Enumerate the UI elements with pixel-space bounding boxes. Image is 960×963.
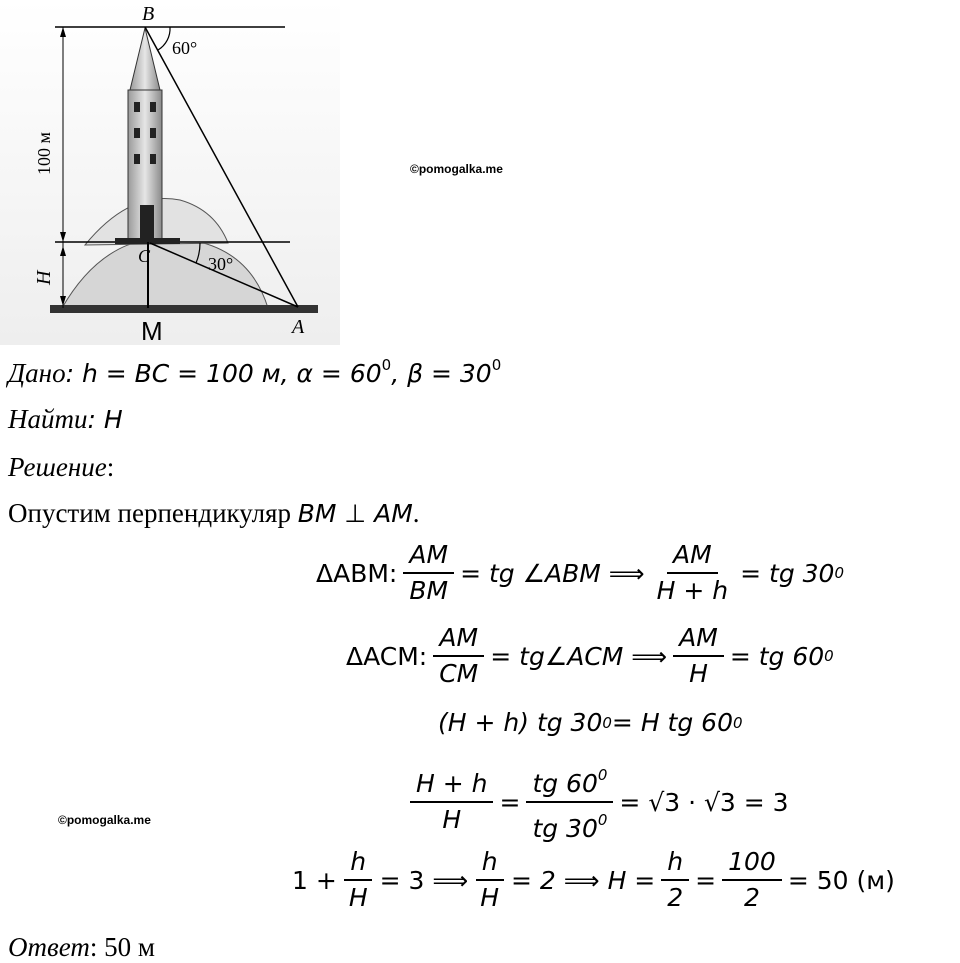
- equation-tan-relation: [438, 708, 743, 737]
- eq2-frac2-den: H: [689, 659, 708, 688]
- label-A: A: [292, 316, 305, 338]
- tower-window: [134, 128, 140, 138]
- eq1-frac2: [651, 540, 734, 606]
- equation-ratio: [404, 760, 789, 844]
- perpendicular-line: [8, 498, 420, 529]
- eq3-sup1: 0: [602, 713, 612, 732]
- eq4-frac2: [526, 760, 613, 844]
- given-sup1: 0: [381, 356, 392, 374]
- solution-line: [8, 452, 114, 483]
- eq4-frac2-num: [526, 760, 613, 803]
- equation-acm: [346, 623, 834, 689]
- eq3-a: (H + h) tg 30: [438, 708, 603, 737]
- eq5-f3: [661, 847, 689, 913]
- eq4-frac1: [410, 769, 493, 835]
- given-label: Дано: [8, 358, 66, 388]
- eq5-f1-den: H: [348, 883, 368, 912]
- eq4-frac2-den-text: tg 30: [532, 814, 598, 843]
- tower-door: [140, 205, 154, 240]
- eq2-sup: 0: [824, 647, 834, 665]
- eq5-f4-den: 2: [744, 883, 760, 912]
- eq5-f1-num: h: [344, 847, 372, 881]
- answer-line: [8, 932, 155, 963]
- perpendicular-text: Опустим перпендикуляр: [8, 498, 298, 528]
- eq2-mid: = tg∠ACM ⟹: [490, 641, 668, 671]
- given-sup2: 0: [491, 356, 502, 374]
- eq2-frac2: [673, 623, 724, 689]
- eq2-frac1-num: AM: [433, 623, 484, 657]
- eq5-f2-num: h: [476, 847, 504, 881]
- angle-label-30: 30°: [208, 254, 234, 274]
- eq1-frac2-num: AM: [667, 540, 718, 574]
- eq4-end: = √3 · √3 = 3: [619, 787, 789, 817]
- given-line: [8, 356, 501, 389]
- tower-window: [134, 102, 140, 112]
- solution-label: Решение: [8, 452, 107, 482]
- find-line: [8, 404, 123, 435]
- solution-colon: :: [106, 452, 115, 482]
- watermark: ©pomogalka.me: [58, 813, 151, 827]
- eq5-e: = 50 (м): [787, 865, 895, 895]
- eq1-end: = tg 30: [740, 558, 835, 588]
- eq5-f2: [474, 847, 505, 913]
- eq5-f4: [722, 847, 782, 913]
- eq1-mid: = tg ∠ABM ⟹: [460, 558, 645, 588]
- eq5-f3-num: h: [661, 847, 689, 881]
- given-text: : h = BC = 100 м, α = 60: [65, 359, 382, 388]
- eq4-frac2-den-sup: 0: [597, 811, 608, 829]
- tower-window: [150, 154, 156, 164]
- height-label: 100 м: [34, 132, 54, 175]
- label-M: M: [141, 316, 163, 345]
- eq2-prefix: ΔACM:: [346, 641, 428, 671]
- eq1-prefix: ΔABM:: [316, 558, 398, 588]
- tower-diagram: [0, 0, 340, 345]
- angle-label-60: 60°: [172, 38, 198, 58]
- eq5-c: = 2 ⟹ H =: [511, 865, 656, 895]
- eq1-frac1: [403, 540, 454, 606]
- eq4-frac2-num-text: tg 60: [532, 769, 598, 798]
- eq1-frac1-num: AM: [403, 540, 454, 574]
- tower-window: [134, 154, 140, 164]
- eq3-b: = H tg 60: [611, 708, 733, 737]
- answer-text: : 50 м: [89, 932, 155, 962]
- label-H: H: [33, 270, 55, 285]
- eq5-d: =: [695, 865, 717, 895]
- label-B: B: [142, 3, 155, 25]
- find-text: : H: [87, 405, 123, 434]
- watermark: ©pomogalka.me: [410, 162, 503, 176]
- eq1-frac1-den: BM: [409, 576, 449, 605]
- eq1-frac2-den: H + h: [656, 576, 729, 605]
- eq3-sup2: 0: [733, 713, 743, 732]
- eq4-frac1-num: H + h: [410, 769, 493, 803]
- eq4-frac2-den: [526, 803, 613, 844]
- perpendicular-end: .: [412, 498, 420, 528]
- eq4-frac2-num-sup: 0: [597, 766, 608, 784]
- tower-window: [150, 102, 156, 112]
- eq5-a: 1 +: [292, 865, 337, 895]
- eq5-f2-den: H: [480, 883, 500, 912]
- eq5-b: = 3 ⟹: [379, 865, 469, 895]
- eq1-sup: 0: [834, 564, 844, 582]
- eq5-f4-num: 100: [722, 847, 782, 881]
- eq2-end: = tg 60: [729, 641, 825, 671]
- eq2-frac1-den: CM: [439, 659, 479, 688]
- eq2-frac2-num: AM: [673, 623, 724, 657]
- given-mid: , β = 30: [391, 359, 492, 388]
- equation-abm: [316, 540, 844, 606]
- eq2-frac1: [433, 623, 484, 689]
- eq4-frac1-den: H: [442, 805, 462, 834]
- find-label: Найти: [8, 404, 88, 434]
- eq5-f3-den: 2: [667, 883, 684, 912]
- answer-label: Ответ: [8, 932, 90, 962]
- tower-window: [150, 128, 156, 138]
- label-C: C: [138, 246, 151, 266]
- equation-final: [292, 847, 895, 913]
- ground: [50, 305, 318, 313]
- eq5-f1: [343, 847, 374, 913]
- perpendicular-math: BM ⊥ AM: [297, 499, 413, 528]
- eq4-eq: =: [499, 787, 521, 817]
